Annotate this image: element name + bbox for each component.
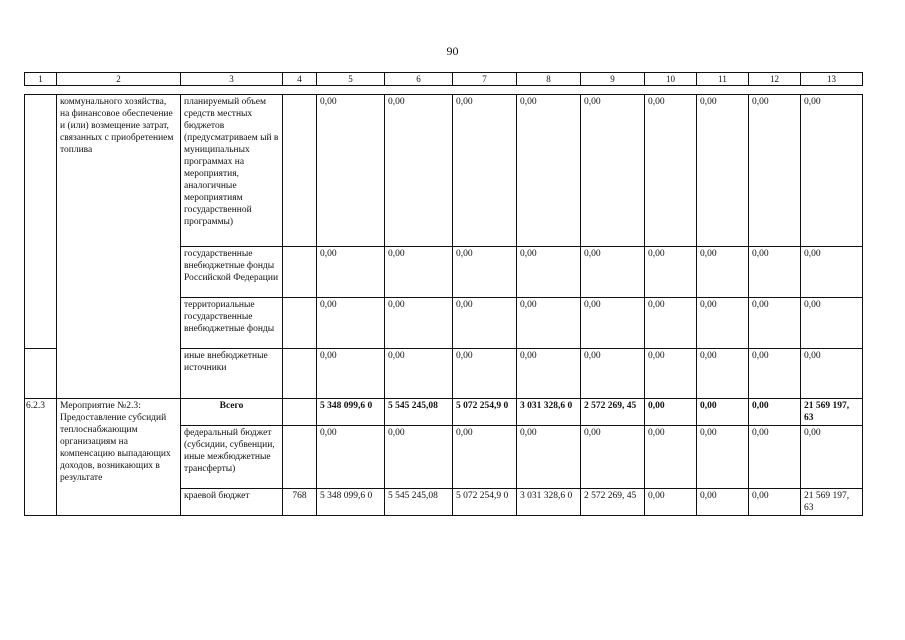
header-cell: 6 bbox=[385, 73, 453, 86]
value-cell: 0,00 bbox=[385, 95, 453, 247]
code-cell bbox=[283, 247, 317, 298]
item-number-cell bbox=[25, 349, 57, 399]
column-header-table bbox=[24, 72, 863, 86]
value-cell: 21 569 197, 63 bbox=[801, 399, 863, 426]
value-cell: 0,00 bbox=[581, 95, 645, 247]
code-cell: 768 bbox=[283, 489, 317, 516]
value-cell: 0,00 bbox=[581, 298, 645, 349]
item-title-cell: коммунального хозяйства, на финансовое обеспечение и (или) возмещение затрат, связанных с приобретением топлива bbox=[57, 95, 181, 399]
value-cell: 0,00 bbox=[749, 247, 801, 298]
value-cell: 0,00 bbox=[645, 399, 697, 426]
code-cell bbox=[283, 349, 317, 399]
funding-source-cell: федеральный бюджет (субсидии, субвенции, иные межбюджетные трансферты) bbox=[181, 426, 283, 489]
value-cell: 2 572 269, 45 bbox=[581, 399, 645, 426]
value-cell: 0,00 bbox=[317, 95, 385, 247]
header-cell: 3 bbox=[181, 73, 283, 86]
code-cell bbox=[283, 298, 317, 349]
header-cell: 5 bbox=[317, 73, 385, 86]
header-cell: 2 bbox=[57, 73, 181, 86]
header-cell: 4 bbox=[283, 73, 317, 86]
value-cell: 2 572 269, 45 bbox=[581, 489, 645, 516]
value-cell: 5 072 254,9 0 bbox=[453, 399, 517, 426]
value-cell: 5 545 245,08 bbox=[385, 399, 453, 426]
value-cell: 0,00 bbox=[385, 426, 453, 489]
value-cell: 0,00 bbox=[645, 426, 697, 489]
value-cell: 0,00 bbox=[317, 298, 385, 349]
value-cell: 0,00 bbox=[385, 298, 453, 349]
value-cell: 0,00 bbox=[581, 247, 645, 298]
header-cell: 8 bbox=[517, 73, 581, 86]
header-cell: 12 bbox=[749, 73, 801, 86]
value-cell: 0,00 bbox=[317, 247, 385, 298]
code-cell bbox=[283, 426, 317, 489]
value-cell: 5 348 099,6 0 bbox=[317, 489, 385, 516]
value-cell: 0,00 bbox=[517, 298, 581, 349]
funding-source-cell: краевой бюджет bbox=[181, 489, 283, 516]
value-cell: 0,00 bbox=[317, 426, 385, 489]
value-cell: 0,00 bbox=[749, 489, 801, 516]
value-cell: 0,00 bbox=[385, 247, 453, 298]
value-cell: 0,00 bbox=[317, 349, 385, 399]
value-cell: 0,00 bbox=[453, 95, 517, 247]
value-cell: 0,00 bbox=[645, 95, 697, 247]
value-cell: 0,00 bbox=[645, 489, 697, 516]
table-row bbox=[25, 399, 863, 426]
value-cell: 0,00 bbox=[801, 298, 863, 349]
value-cell: 0,00 bbox=[801, 349, 863, 399]
value-cell: 0,00 bbox=[801, 95, 863, 247]
value-cell: 0,00 bbox=[453, 349, 517, 399]
funding-source-cell: планируемый объем средств местных бюджетов (предусматриваем ый в муниципальных программах на мероприятия, аналогичные мероприятиям государственной программы) bbox=[181, 95, 283, 247]
value-cell: 21 569 197, 63 bbox=[801, 489, 863, 516]
header-cell: 10 bbox=[645, 73, 697, 86]
item-number-cell bbox=[25, 95, 57, 349]
funding-source-cell: иные внебюджетные источники bbox=[181, 349, 283, 399]
header-cell: 11 bbox=[697, 73, 749, 86]
item-number-cell: 6.2.3 bbox=[25, 399, 57, 516]
funding-source-cell: государственные внебюджетные фонды Российской Федерации bbox=[181, 247, 283, 298]
value-cell: 0,00 bbox=[697, 399, 749, 426]
value-cell: 0,00 bbox=[801, 426, 863, 489]
value-cell: 0,00 bbox=[749, 349, 801, 399]
value-cell: 0,00 bbox=[749, 95, 801, 247]
code-cell bbox=[283, 399, 317, 426]
funding-source-cell: территориальные государственные внебюджетные фонды bbox=[181, 298, 283, 349]
value-cell: 5 348 099,6 0 bbox=[317, 399, 385, 426]
header-cell: 9 bbox=[581, 73, 645, 86]
header-cell: 13 bbox=[801, 73, 863, 86]
header-row bbox=[25, 73, 863, 86]
value-cell: 0,00 bbox=[749, 426, 801, 489]
table-row bbox=[25, 95, 863, 247]
value-cell: 0,00 bbox=[749, 298, 801, 349]
value-cell: 0,00 bbox=[581, 349, 645, 399]
value-cell: 3 031 328,6 0 bbox=[517, 489, 581, 516]
value-cell: 0,00 bbox=[453, 247, 517, 298]
code-cell bbox=[283, 95, 317, 247]
value-cell: 0,00 bbox=[517, 95, 581, 247]
value-cell: 0,00 bbox=[645, 298, 697, 349]
value-cell: 0,00 bbox=[645, 247, 697, 298]
value-cell: 0,00 bbox=[749, 399, 801, 426]
measure-title-cell: Мероприятие №2.3: Предоставление субсидий теплоснабжающим организациям на компенсацию выпадающих доходов, возникающих в результате bbox=[57, 399, 181, 516]
value-cell: 0,00 bbox=[697, 489, 749, 516]
value-cell: 0,00 bbox=[801, 247, 863, 298]
value-cell: 0,00 bbox=[453, 298, 517, 349]
value-cell: 0,00 bbox=[697, 426, 749, 489]
header-cell: 7 bbox=[453, 73, 517, 86]
value-cell: 0,00 bbox=[697, 95, 749, 247]
value-cell: 0,00 bbox=[385, 349, 453, 399]
value-cell: 0,00 bbox=[517, 426, 581, 489]
value-cell: 0,00 bbox=[697, 349, 749, 399]
budget-table bbox=[24, 94, 863, 516]
value-cell: 0,00 bbox=[453, 426, 517, 489]
value-cell: 0,00 bbox=[697, 247, 749, 298]
value-cell: 5 072 254,9 0 bbox=[453, 489, 517, 516]
value-cell: 0,00 bbox=[517, 349, 581, 399]
page-number: 90 bbox=[446, 44, 459, 58]
header-cell: 1 bbox=[25, 73, 57, 86]
value-cell: 0,00 bbox=[645, 349, 697, 399]
value-cell: 0,00 bbox=[697, 298, 749, 349]
funding-source-cell: Всего bbox=[181, 399, 283, 426]
value-cell: 5 545 245,08 bbox=[385, 489, 453, 516]
value-cell: 0,00 bbox=[517, 247, 581, 298]
value-cell: 3 031 328,6 0 bbox=[517, 399, 581, 426]
value-cell: 0,00 bbox=[581, 426, 645, 489]
